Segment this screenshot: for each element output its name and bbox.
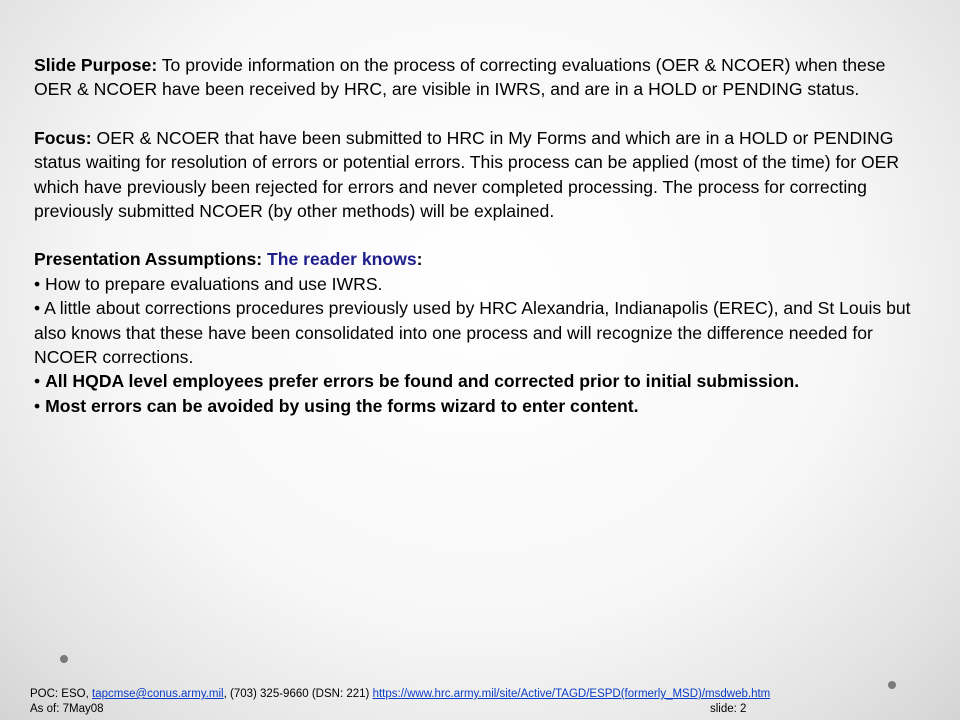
bullet-text: Most errors can be avoided by using the forms wizard to enter content.: [45, 395, 639, 416]
assumptions-highlight: The reader knows: [267, 249, 417, 270]
bullet-char: •: [34, 395, 46, 416]
focus-label: Focus:: [34, 127, 92, 148]
bullet-item: [34, 394, 914, 418]
assumptions-heading: [34, 247, 914, 271]
footer-phone: , (703) 325-9660 (DSN: 221): [223, 688, 373, 700]
purpose-paragraph: [34, 53, 914, 102]
footer-url-link[interactable]: https://www.hrc.army.mil/site/Active/TAGD/ESPD(formerly_MSD)/msdweb.htm: [372, 688, 771, 700]
assumptions-colon: :: [416, 249, 423, 270]
footer-poc-prefix: POC: ESO,: [30, 688, 92, 700]
bullet-item: • How to prepare evaluations and use IWRS.: [34, 273, 383, 294]
focus-text: OER & NCOER that have been submitted to HRC in My Forms and which are in a HOLD or PENDING status waiting for resolution of errors or potential errors. This process can be applied (most of the time) for OER which have previously been rejected for errors and never completed processing. The process for correcting previously submitted NCOER (by other methods) will be explained.: [34, 127, 900, 222]
slide-body: [34, 53, 914, 418]
bullet-item: • A little about corrections procedures previously used by HRC Alexandria, Indianapolis (EREC), and St Louis but also knows that these have been consolidated into one process and will recognize the difference needed for NCOER corrections.: [34, 298, 911, 368]
footer-as-of: As of: 7May08: [30, 703, 104, 715]
bullet-item: [34, 369, 914, 393]
decorative-dot-right: [888, 681, 896, 689]
decorative-dot-left: [60, 655, 68, 663]
assumptions-label: Presentation Assumptions:: [34, 249, 267, 270]
footer-slide-number: slide: 2: [710, 703, 747, 715]
purpose-text: To provide information on the process of correcting evaluations (OER & NCOER) when these OER & NCOER have been received by HRC, are visible in IWRS, and are in a HOLD or PENDING status.: [34, 55, 886, 100]
footer-email-link[interactable]: tapcmse@conus.army.mil: [92, 688, 224, 700]
purpose-label: Slide Purpose:: [34, 55, 158, 75]
footer-meta: [30, 703, 750, 715]
focus-paragraph: [34, 126, 914, 224]
footer-poc: [30, 688, 770, 700]
bullet-char: •: [34, 371, 46, 392]
bullet-text: All HQDA level employees prefer errors be found and corrected prior to initial submission.: [45, 371, 800, 392]
